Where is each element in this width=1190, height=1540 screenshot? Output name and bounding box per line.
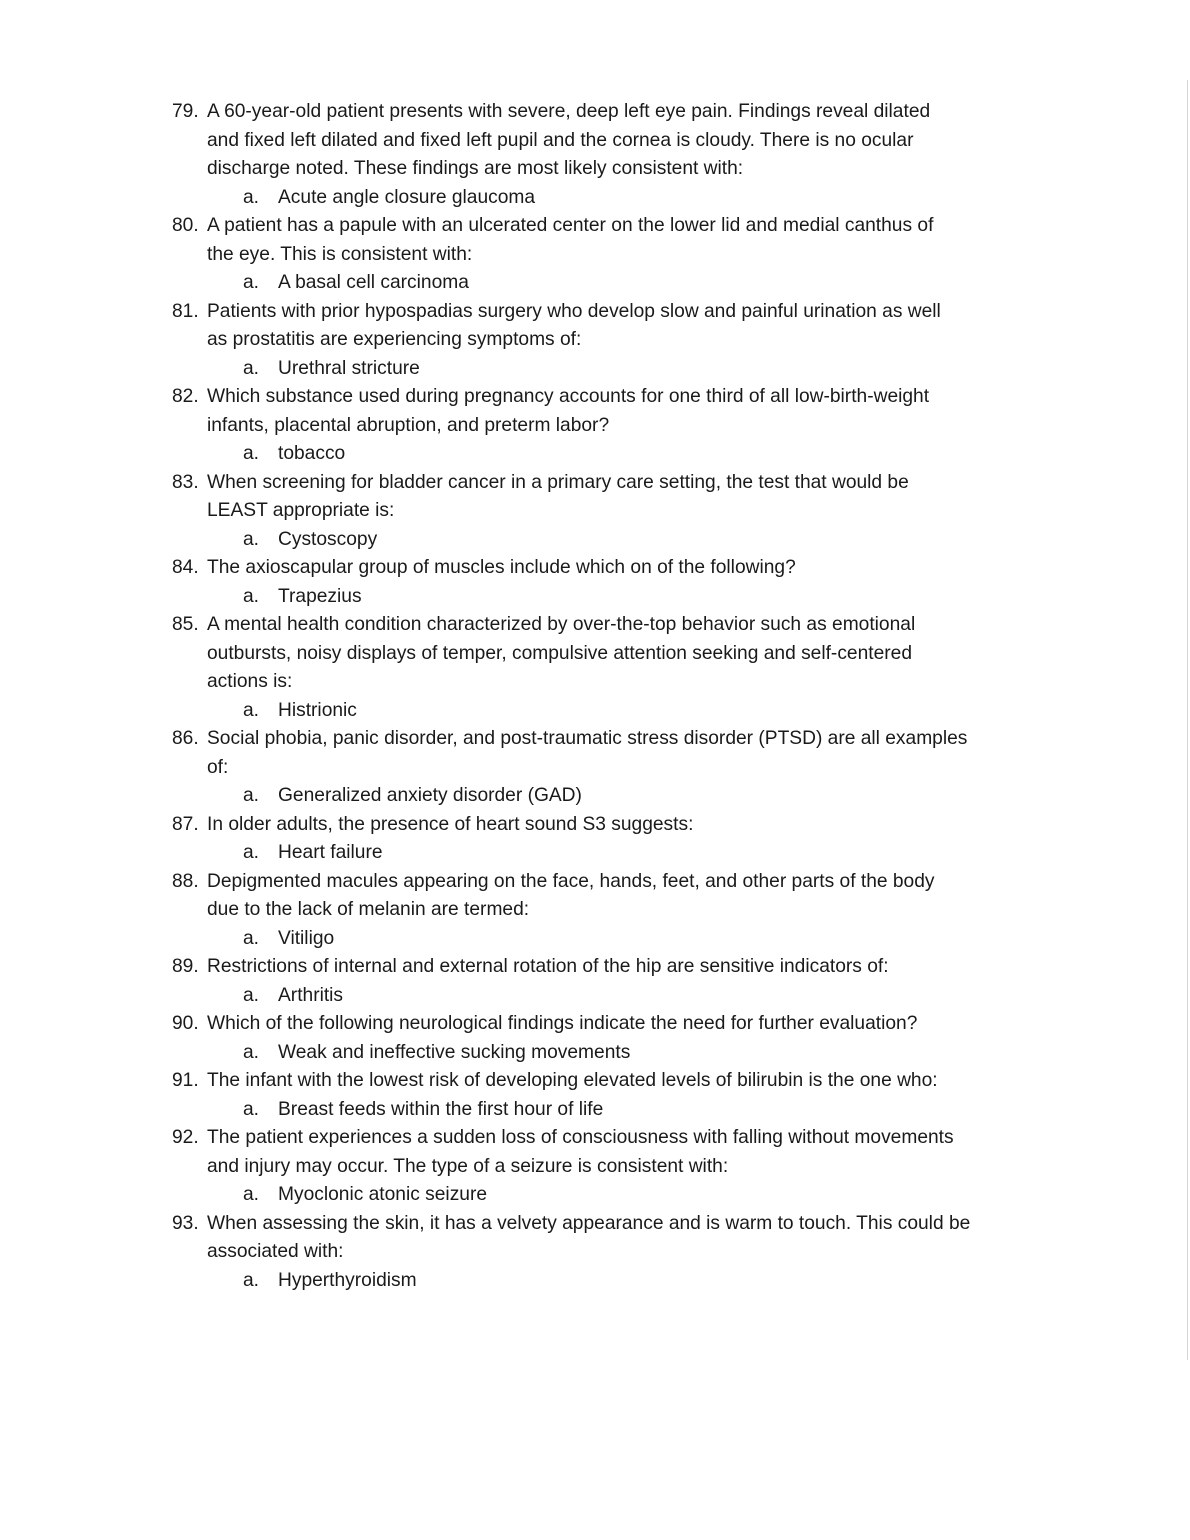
question-list	[0, 98, 1190, 1295]
answer-text: Arthritis	[278, 984, 344, 1006]
answer-letter: a.	[243, 186, 260, 208]
answer-text: Weak and ineffective sucking movements	[278, 1041, 631, 1063]
question-item	[0, 298, 1190, 384]
answer	[0, 184, 1190, 213]
question-text-line: LEAST appropriate is:	[207, 500, 395, 521]
question-text-line: Patients with prior hypospadias surgery who develop slow and painful urination as well	[207, 300, 941, 322]
question-text-line: as prostatitis are experiencing symptoms of:	[207, 329, 582, 350]
question-item	[0, 1210, 1190, 1296]
answer	[0, 1267, 1190, 1296]
question-text-line: and injury may occur. The type of a seizure is consistent with:	[207, 1155, 729, 1177]
answer	[0, 1096, 1190, 1125]
question-number: 82.	[172, 386, 199, 407]
question-number: 91.	[172, 1070, 199, 1091]
answer-letter: a.	[243, 528, 260, 550]
question-item	[0, 98, 1190, 212]
answer-text: Trapezius	[278, 585, 362, 607]
question-text-line: Social phobia, panic disorder, and post-traumatic stress disorder (PTSD) are all examples	[207, 728, 968, 749]
answer-letter: a.	[243, 272, 260, 293]
answer-letter: a.	[243, 443, 260, 464]
question-text-line: of:	[207, 756, 229, 778]
question-item	[0, 1067, 1190, 1124]
question-item	[0, 554, 1190, 611]
answer	[0, 925, 1190, 954]
question-text-line: the eye. This is consistent with:	[207, 243, 473, 265]
question-number: 86.	[172, 728, 199, 749]
question-number: 87.	[172, 813, 199, 835]
answer-text: tobacco	[278, 443, 346, 464]
question-text-line: actions is:	[207, 671, 293, 692]
answer-letter: a.	[243, 1098, 260, 1120]
question-number: 84.	[172, 557, 199, 578]
answer-letter: a.	[243, 1041, 260, 1063]
answer-letter: a.	[243, 927, 260, 949]
question-text-line: Which substance used during pregnancy accounts for one third of all low-birth-weight	[207, 386, 930, 407]
answer-letter: a.	[243, 357, 260, 379]
question-item	[0, 212, 1190, 298]
answer-text: Acute angle closure glaucoma	[278, 186, 536, 208]
answer-text: Heart failure	[278, 842, 383, 863]
question-text-line: The patient experiences a sudden loss of consciousness with falling without movements	[207, 1127, 954, 1148]
question-text-line: In older adults, the presence of heart sound S3 suggests:	[207, 813, 694, 835]
question-number: 90.	[172, 1013, 199, 1034]
answer	[0, 526, 1190, 555]
answer-letter: a.	[243, 785, 260, 806]
question-text-line: When screening for bladder cancer in a primary care setting, the test that would be	[207, 471, 909, 493]
question-number: 83.	[172, 471, 199, 493]
answer-letter: a.	[243, 842, 260, 863]
answer-text: A basal cell carcinoma	[278, 272, 469, 293]
answer	[0, 982, 1190, 1011]
question-text-line: Which of the following neurological findings indicate the need for further evaluation?	[207, 1013, 918, 1034]
question-text-line: Depigmented macules appearing on the face, hands, feet, and other parts of the body	[207, 870, 935, 892]
question-text-line: outbursts, noisy displays of temper, compulsive attention seeking and self-centered	[207, 642, 912, 664]
question-text-line: and fixed left dilated and fixed left pupil and the cornea is cloudy. There is no ocular	[207, 129, 914, 151]
question-item	[0, 1124, 1190, 1210]
question-text-line: A mental health condition characterized by over-the-top behavior such as emotional	[207, 614, 916, 635]
question-item	[0, 1010, 1190, 1067]
question-text-line: A 60-year-old patient presents with severe, deep left eye pain. Findings reveal dilated	[207, 101, 931, 122]
answer-letter: a.	[243, 699, 260, 721]
answer-text: Histrionic	[278, 699, 357, 721]
question-text-line: associated with:	[207, 1241, 344, 1262]
question-number: 81.	[172, 300, 199, 322]
question-number: 89.	[172, 956, 199, 977]
answer-letter: a.	[243, 1269, 260, 1291]
question-item	[0, 469, 1190, 555]
answer	[0, 440, 1190, 469]
answer	[0, 839, 1190, 868]
question-item	[0, 811, 1190, 868]
question-number: 80.	[172, 215, 199, 236]
question-text-line: The infant with the lowest risk of developing elevated levels of bilirubin is the one who:	[207, 1070, 938, 1091]
question-text-line: due to the lack of melanin are termed:	[207, 899, 530, 920]
answer-text: Vitiligo	[278, 927, 335, 949]
question-text-line: Restrictions of internal and external rotation of the hip are sensitive indicators of:	[207, 956, 889, 977]
answer-letter: a.	[243, 984, 260, 1006]
answer-text: Breast feeds within the first hour of life	[278, 1098, 604, 1120]
answer	[0, 782, 1190, 811]
question-number: 85.	[172, 614, 199, 635]
answer-text: Myoclonic atonic seizure	[278, 1184, 488, 1205]
question-item	[0, 611, 1190, 725]
question-text-line: A patient has a papule with an ulcerated center on the lower lid and medial canthus of	[207, 215, 934, 236]
question-text-line: discharge noted. These findings are most likely consistent with:	[207, 158, 744, 179]
answer	[0, 1039, 1190, 1068]
answer-text: Hyperthyroidism	[278, 1269, 417, 1291]
answer-letter: a.	[243, 1184, 260, 1205]
answer-text: Cystoscopy	[278, 528, 378, 550]
question-text-line: The axioscapular group of muscles include which on of the following?	[207, 557, 796, 578]
answer-text: Urethral stricture	[278, 357, 420, 379]
question-item	[0, 868, 1190, 954]
question-number: 92.	[172, 1127, 199, 1148]
question-item	[0, 383, 1190, 469]
answer	[0, 697, 1190, 726]
answer	[0, 269, 1190, 298]
answer	[0, 355, 1190, 384]
answer	[0, 1181, 1190, 1210]
question-item	[0, 953, 1190, 1010]
answer-text: Generalized anxiety disorder (GAD)	[278, 785, 582, 806]
question-number: 88.	[172, 870, 199, 892]
question-number: 93.	[172, 1212, 199, 1234]
question-item	[0, 725, 1190, 811]
answer	[0, 583, 1190, 612]
question-text-line: When assessing the skin, it has a velvety appearance and is warm to touch. This could be	[207, 1212, 971, 1234]
answer-letter: a.	[243, 585, 260, 607]
question-number: 79.	[172, 101, 199, 122]
question-text-line: infants, placental abruption, and preterm labor?	[207, 414, 610, 436]
